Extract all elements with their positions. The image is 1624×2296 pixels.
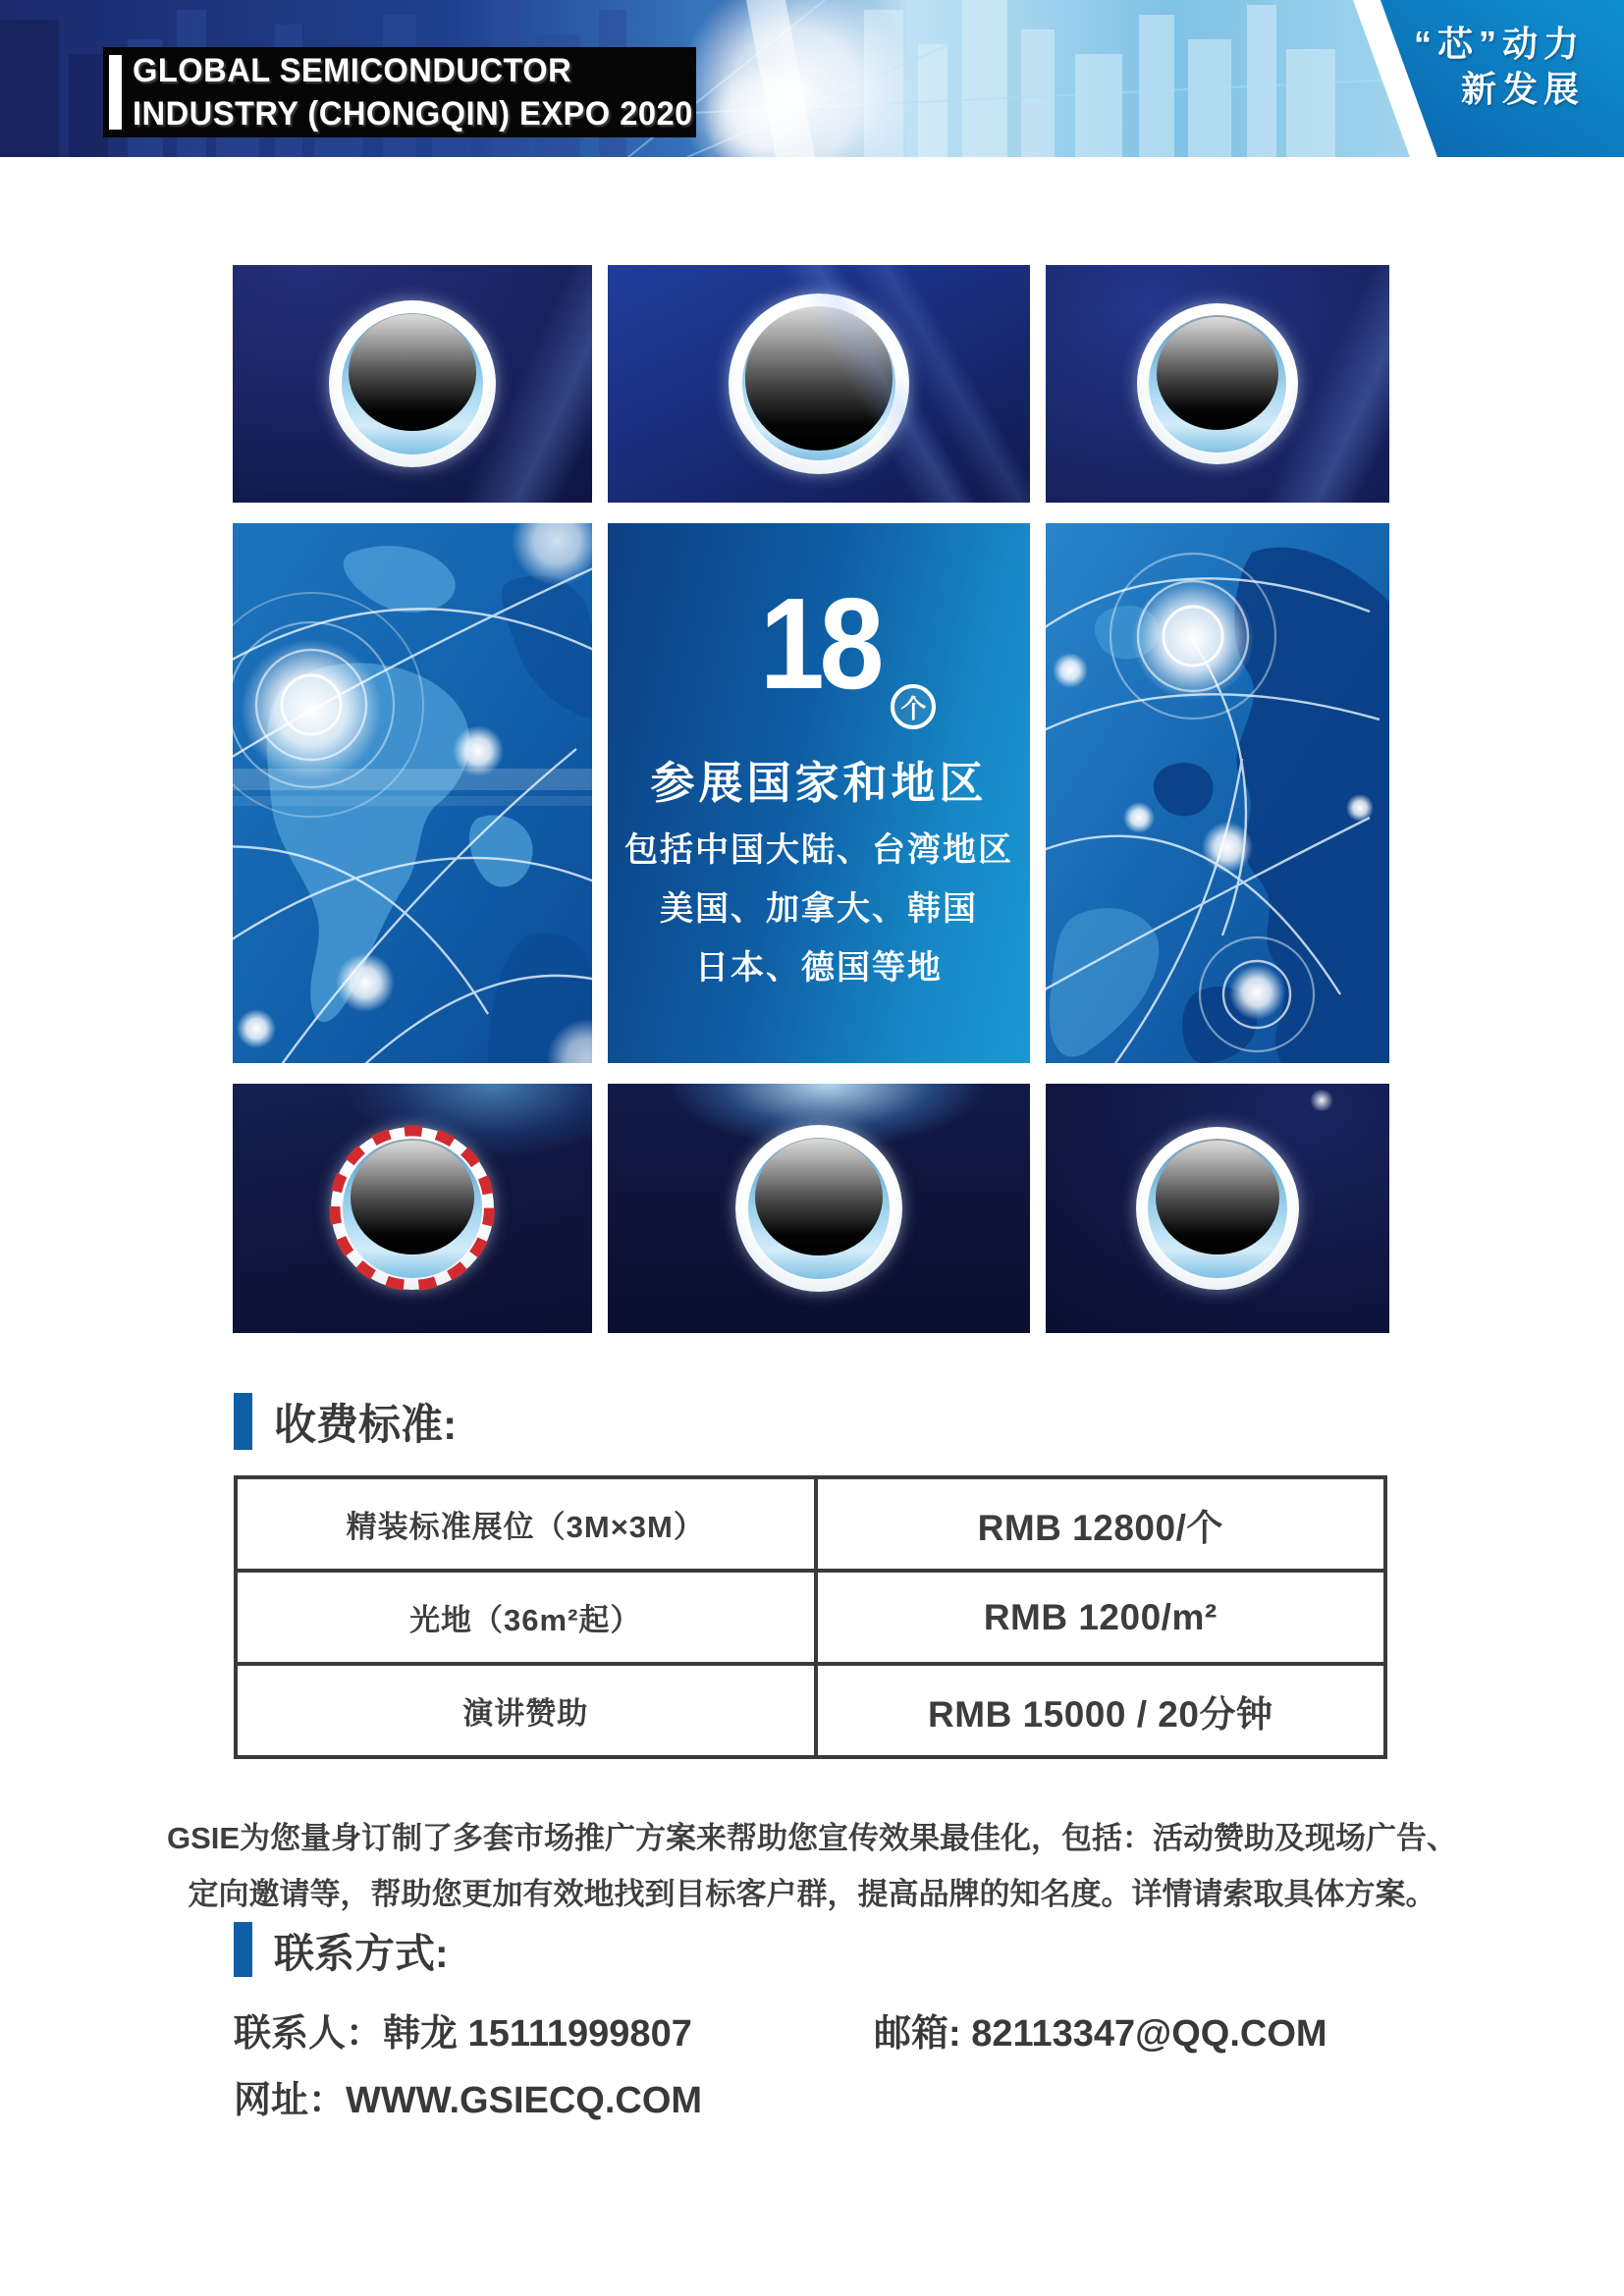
grid-tile-world-map-right [1046,523,1389,1063]
contact-person-phone: 联系人：韩龙 15111999807 [234,2013,692,2055]
grid-tile-top-left [233,265,592,503]
world-map-asia-graphic [1046,523,1389,1063]
fee-price-rawspace: RMB 1200/m² [983,1596,1218,1637]
grid-tile-world-map-left [233,523,592,1063]
feature-number-block [753,571,927,723]
fee-table-row [238,1479,1383,1569]
lens-button-graphic [1137,303,1298,464]
promo-paragraph [118,1810,1506,1922]
corner-slogan-line2: 新发展 [1460,69,1585,109]
grid-tile-bottom-right [1046,1084,1389,1333]
grid-tile-top-right [1046,265,1389,503]
feature-title: 参展国家和地区 [650,758,988,808]
contact-section-heading [234,1922,449,1977]
fee-item-booth: 精装标准展位（3M×3M） [238,1479,818,1569]
feature-number: 18 [759,571,879,716]
fee-table [234,1475,1387,1759]
corner-slogan [1414,22,1585,112]
fee-price-speech: RMB 15000 / 20分钟 [928,1693,1273,1735]
fee-item-rawspace: 光地（36m²起） [238,1573,818,1662]
grid-tile-bottom-center [608,1084,1030,1333]
grid-tile-top-center [608,265,1030,503]
lens-button-graphic-selected [331,1127,494,1290]
feature-line-3: 日本、德国等地 [695,949,943,987]
grid-tile-bottom-left [233,1084,592,1333]
feature-unit-badge: 个 [891,684,936,729]
expo-title-line1: GLOBAL SEMICONDUCTOR [133,52,572,89]
title-accent-bar [109,55,122,130]
expo-title-line2: INDUSTRY (CHONGQIN) EXPO 2020 [133,95,693,133]
fees-heading-label: 收费标准: [274,1401,458,1449]
fee-price-booth: RMB 12800/个 [977,1507,1223,1548]
feature-line-2: 美国、加拿大、韩国 [660,890,978,928]
red-dashed-selection-ring [329,1125,495,1291]
heading-accent-bar [234,1393,252,1450]
lens-button-graphic [735,1125,902,1292]
promo-line-1: GSIE为您量身订制了多套市场推广方案来帮助您宣传效果最佳化，包括：活动赞助及现场广告、 [166,1821,1458,1855]
contact-heading-label: 联系方式: [274,1930,449,1976]
image-grid [233,265,1389,1333]
world-map-americas-graphic [233,523,592,1063]
feature-line-1: 包括中国大陆、台湾地区 [624,831,1013,869]
lens-button-graphic [1136,1127,1299,1290]
promo-line-2: 定向邀请等，帮助您更加有效地找到目标客户群，提高品牌的知名度。详情请索取具体方案。 [188,1877,1436,1911]
contact-website: 网址：WWW.GSIECQ.COM [234,2080,703,2121]
lens-button-graphic [729,294,909,474]
corner-slogan-line1: “芯”动力 [1413,24,1585,64]
fee-table-row [238,1662,1383,1755]
fees-section-heading [234,1393,457,1450]
fee-item-speech: 演讲赞助 [238,1666,818,1755]
expo-title-box [103,47,696,137]
grid-tile-feature [608,523,1030,1063]
fee-table-row [238,1569,1383,1662]
lens-button-graphic [329,300,496,467]
header-banner [0,0,1624,157]
contact-email: 邮箱: 82113347@QQ.COM [874,2013,1327,2055]
heading-accent-bar [234,1922,252,1977]
